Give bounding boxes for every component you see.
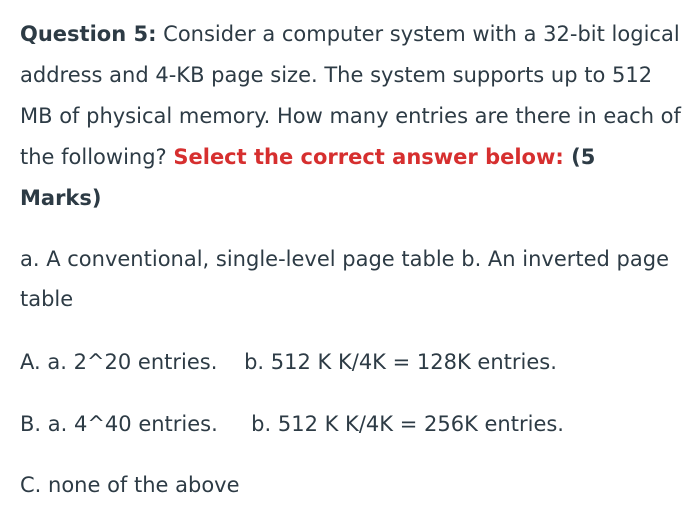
option-b: B. a. 4^40 entries. b. 512 K K/4K = 256K entries. xyxy=(20,412,564,436)
question-marks: (5 Marks) xyxy=(20,145,596,210)
question-text: Consider a computer system with a 32-bit logical address and 4-KB page size. The system supports up to 512 MB of physical memory. How many entries are there in each of the following? xyxy=(20,22,681,169)
question-label: Question 5: xyxy=(20,22,157,46)
question-parts: a. A conventional, single-level page table b. An inverted page table xyxy=(20,247,670,311)
option-a: A. a. 2^20 entries. b. 512 K K/4K = 128K entries. xyxy=(20,350,557,374)
question-instruction: Select the correct answer below: xyxy=(173,145,564,169)
question-paragraph xyxy=(20,14,684,219)
option-c: C. none of the above xyxy=(20,473,240,497)
